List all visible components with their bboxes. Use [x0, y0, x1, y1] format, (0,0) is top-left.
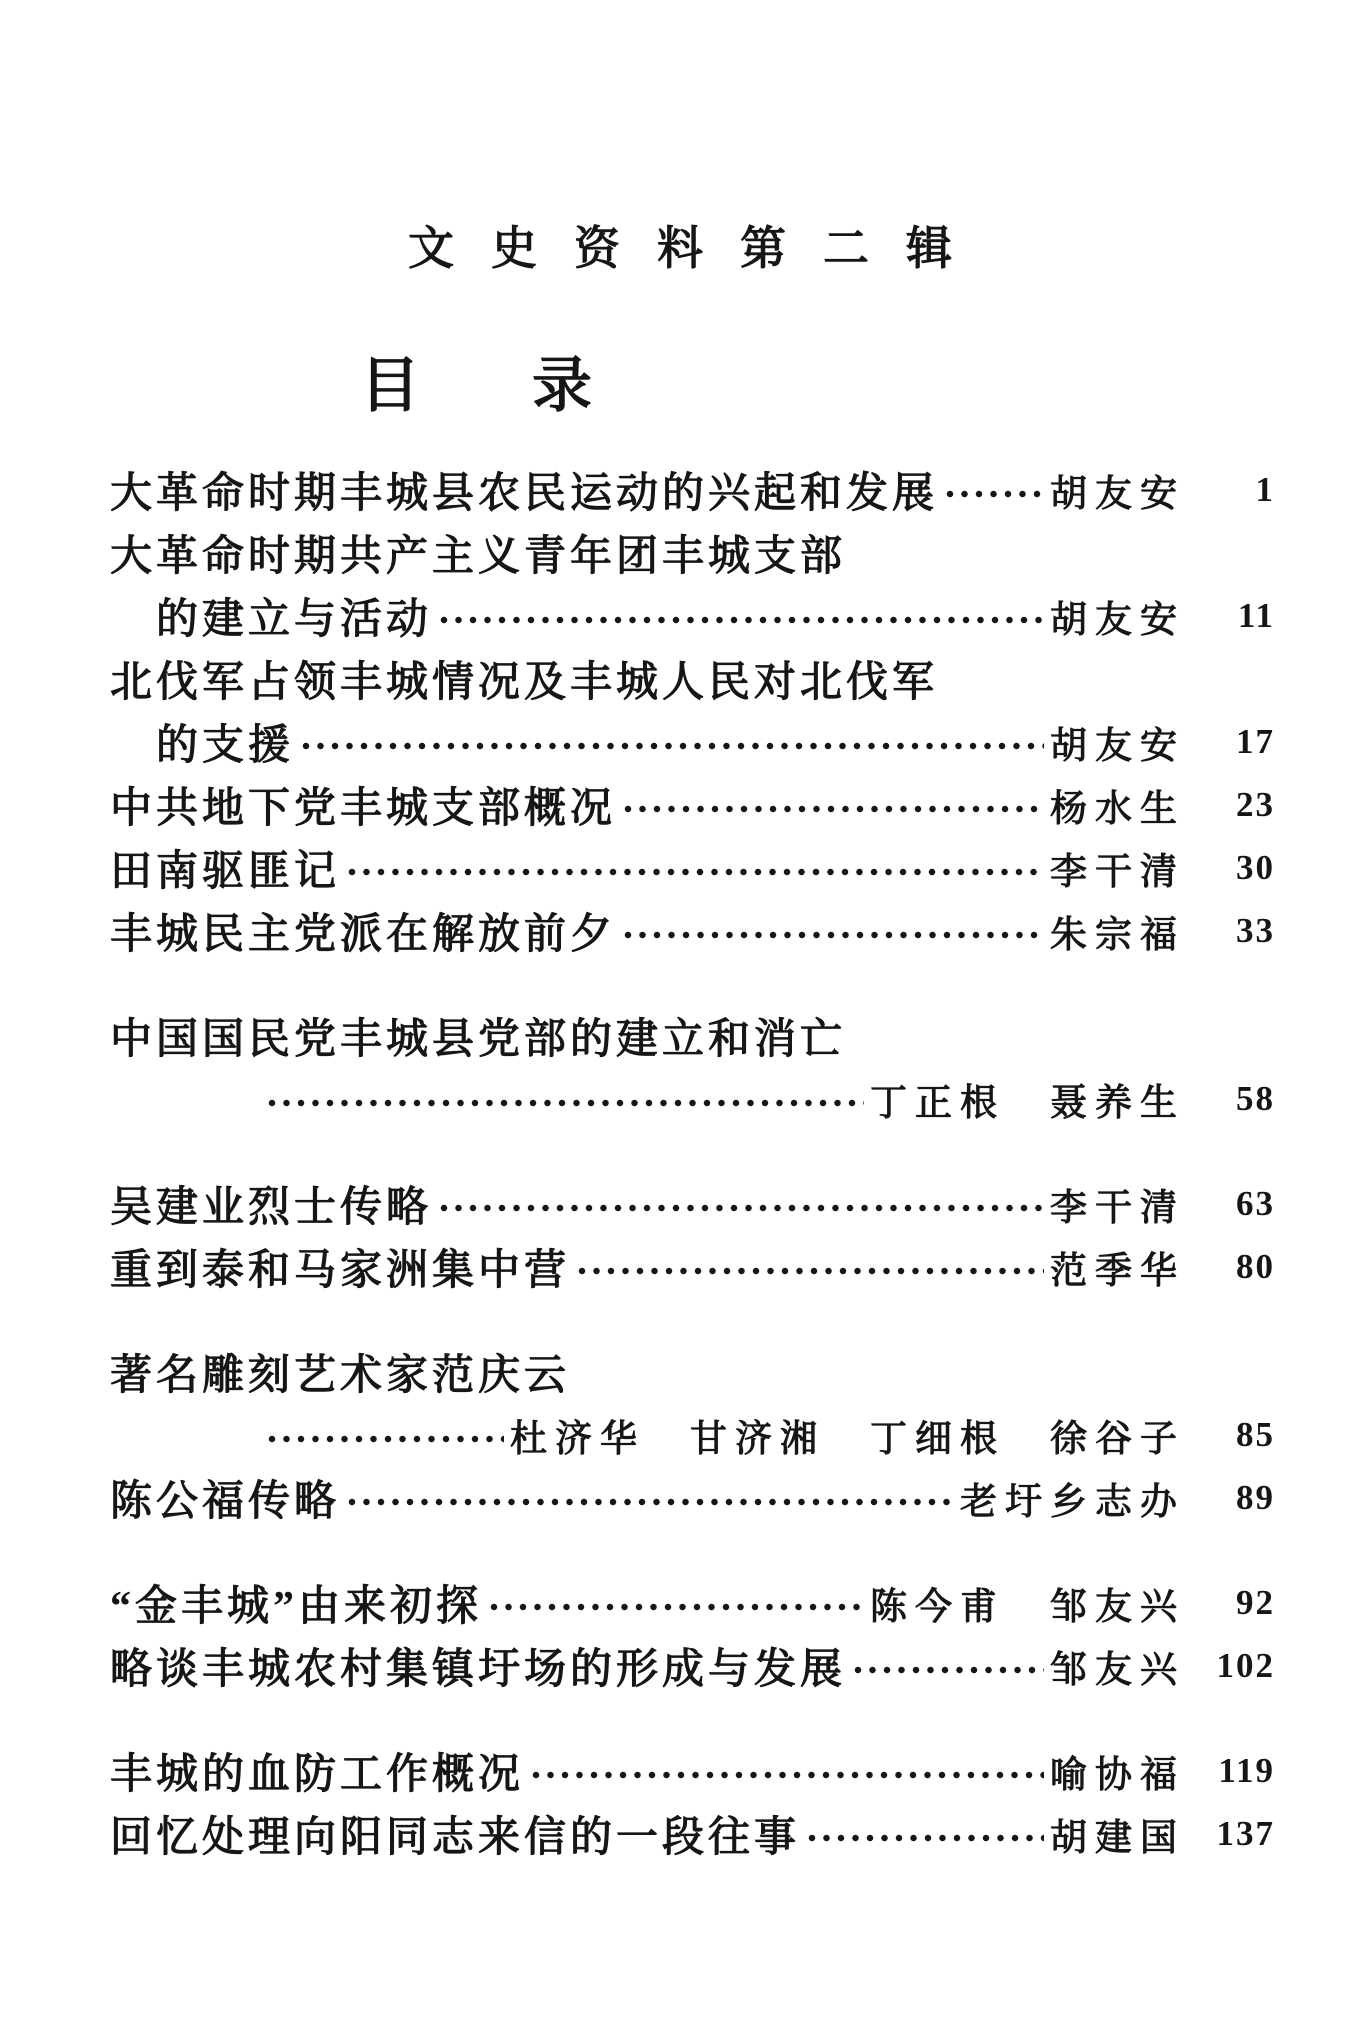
- entry-page-number: 89: [1236, 1477, 1275, 1517]
- entry-authors: 陈今甫 邹友兴: [870, 1586, 1185, 1628]
- toc-entry: [110, 1004, 1275, 1067]
- entry-title: 大革命时期丰城县农民运动的兴起和发展: [110, 470, 939, 517]
- toc-entry: [110, 1739, 1275, 1802]
- entry-authors: 丁正根 聂养生: [870, 1082, 1185, 1124]
- toc-entry: [110, 773, 1275, 836]
- entry-title: 田南驱匪记: [110, 848, 341, 895]
- entry-title: 吴建业烈士传略: [110, 1184, 433, 1231]
- toc-entry-continuation: [110, 1403, 1275, 1466]
- entry-authors: 胡建国: [1050, 1817, 1185, 1859]
- entry-page-number: 23: [1236, 784, 1275, 824]
- entry-authors: 胡友安: [1050, 599, 1185, 641]
- toc-entry-continuation: [110, 1067, 1275, 1130]
- dot-leader: [264, 1413, 506, 1457]
- entry-title: 陈公福传略: [110, 1478, 341, 1525]
- series-title: 文史资料第二辑: [408, 223, 989, 274]
- entry-authors: 李干清: [1050, 851, 1185, 893]
- toc-entry: [110, 899, 1275, 962]
- entry-title: 略谈丰城农村集镇圩场的形成与发展: [110, 1646, 847, 1693]
- toc-entry-continuation: [110, 584, 1275, 647]
- entry-title: 回忆处理向阳同志来信的一段往事: [110, 1814, 801, 1861]
- toc-entry: [110, 1802, 1275, 1865]
- entry-page-number: 92: [1236, 1582, 1275, 1622]
- dot-leader: [942, 468, 1046, 512]
- entry-authors: 李干清: [1050, 1187, 1185, 1229]
- dot-leader: [620, 909, 1046, 953]
- dot-leader: [850, 1644, 1046, 1688]
- entry-title: 丰城的血防工作概况: [110, 1751, 525, 1798]
- entry-title: 著名雕刻艺术家范庆云: [110, 1352, 571, 1399]
- toc-entry: [110, 836, 1275, 899]
- entry-page-number: 119: [1218, 1750, 1275, 1790]
- entry-authors: 杜济华 甘济湘 丁细根 徐谷子: [510, 1418, 1185, 1460]
- dot-leader: [344, 1476, 956, 1520]
- entry-authors: 老圩乡志办: [960, 1481, 1185, 1523]
- toc-entry: [110, 521, 1275, 584]
- entry-authors: 胡友安: [1050, 473, 1185, 515]
- toc-heading: 目录: [360, 353, 704, 419]
- entry-title: 北伐军占领丰城情况及丰城人民对北伐军: [110, 659, 939, 706]
- entry-title: 中国国民党丰城县党部的建立和消亡: [110, 1016, 847, 1063]
- entry-title: 中共地下党丰城支部概况: [110, 785, 617, 832]
- dot-leader: [486, 1581, 866, 1625]
- dot-leader: [436, 594, 1046, 638]
- entry-authors: 范季华: [1050, 1250, 1185, 1292]
- entry-authors: 胡友安: [1050, 725, 1185, 767]
- dot-leader: [298, 720, 1046, 764]
- toc-entry-continuation: [110, 710, 1275, 773]
- entry-page-number: 1: [1255, 469, 1275, 509]
- entry-page-number: 11: [1237, 595, 1275, 635]
- entry-title: 大革命时期共产主义青年团丰城支部: [110, 533, 847, 580]
- toc-entry: [110, 1634, 1275, 1697]
- entry-authors: 喻协福: [1050, 1754, 1185, 1796]
- entry-page-number: 30: [1236, 847, 1275, 887]
- entry-page-number: 58: [1236, 1078, 1275, 1118]
- dot-leader: [620, 783, 1046, 827]
- entry-page-number: 137: [1216, 1813, 1275, 1853]
- dot-leader: [528, 1749, 1046, 1793]
- entry-page-number: 63: [1236, 1183, 1275, 1223]
- dot-leader: [264, 1077, 866, 1121]
- toc-list: [110, 458, 1275, 1865]
- entry-page-number: 102: [1216, 1645, 1275, 1685]
- entry-title: “金丰城”由来初探: [110, 1583, 483, 1630]
- dot-leader: [574, 1245, 1046, 1289]
- entry-title: 的建立与活动: [156, 596, 433, 643]
- entry-title: 丰城民主党派在解放前夕: [110, 911, 617, 958]
- toc-entry: [110, 458, 1275, 521]
- dot-leader: [344, 846, 1046, 890]
- toc-entry: [110, 1571, 1275, 1634]
- toc-entry: [110, 1172, 1275, 1235]
- entry-title: 重到泰和马家洲集中营: [110, 1247, 571, 1294]
- dot-leader: [804, 1812, 1046, 1856]
- entry-title: 的支援: [156, 722, 295, 769]
- entry-authors: 朱宗福: [1050, 914, 1185, 956]
- entry-authors: 杨水生: [1050, 788, 1185, 830]
- toc-entry: [110, 1340, 1275, 1403]
- toc-entry: [110, 1466, 1275, 1529]
- toc-entry: [110, 1235, 1275, 1298]
- toc-entry: [110, 647, 1275, 710]
- entry-page-number: 17: [1236, 721, 1275, 761]
- dot-leader: [436, 1182, 1046, 1226]
- entry-authors: 邹友兴: [1050, 1649, 1185, 1691]
- entry-page-number: 33: [1236, 910, 1275, 950]
- entry-page-number: 85: [1236, 1414, 1275, 1454]
- entry-page-number: 80: [1236, 1246, 1275, 1286]
